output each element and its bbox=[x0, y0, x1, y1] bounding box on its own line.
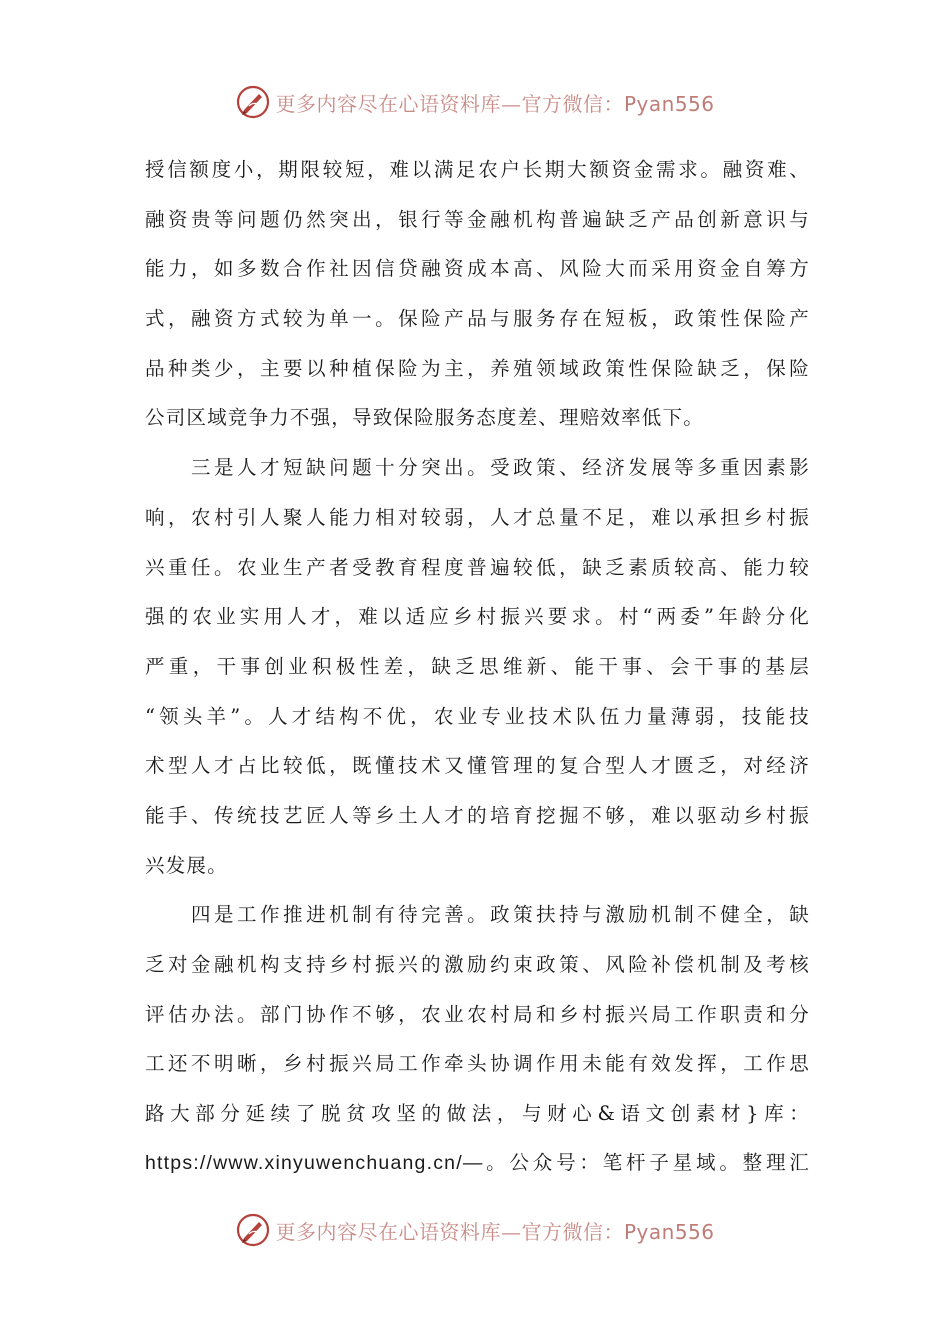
footer-wechat-id: Pyan556 bbox=[623, 1219, 715, 1244]
footer-banner-text: 更多内容尽在心语资料库—官方微信：Pyan556 bbox=[275, 1219, 715, 1244]
text-line: 能力，如多数合作社因信贷融资成本高、风险大而采用资金自筹方 bbox=[145, 257, 810, 281]
text-line: 严重，干事创业积极性差，缺乏思维新、能干事、会干事的基层 bbox=[145, 654, 810, 678]
text-line: 公司区域竞争力不强，导致保险服务态度差、理赔效率低下。 bbox=[145, 406, 704, 430]
document-body bbox=[145, 145, 810, 1188]
text-line: 工还不明晰，乡村振兴局工作牵头协调作用未能有效发挥，工作思 bbox=[145, 1052, 810, 1076]
pen-logo-icon bbox=[235, 84, 271, 120]
text-line: 式，融资方式较为单一。保险产品与服务存在短板，政策性保险产 bbox=[145, 307, 810, 331]
text-line: https://www.xinyuwenchuang.cn/—。公众号：笔杆子星域。整理汇 bbox=[145, 1151, 810, 1174]
text-line: 兴重任。农业生产者受教育程度普遍较低，缺乏素质较高、能力较 bbox=[145, 555, 810, 579]
text-line: 强的农业实用人才，难以适应乡村振兴要求。村“两委”年龄分化 bbox=[145, 605, 810, 629]
text-line: 四是工作推进机制有待完善。政策扶持与激励机制不健全，缺 bbox=[145, 903, 810, 927]
text-line: 术型人才占比较低，既懂技术又懂管理的复合型人才匮乏，对经济 bbox=[145, 754, 810, 778]
text-line: “领头羊”。人才结构不优，农业专业技术队伍力量薄弱，技能技 bbox=[145, 704, 810, 728]
text-line: 路大部分延续了脱贫攻坚的做法，与财心&语文创素材}库： bbox=[145, 1102, 810, 1126]
footer-banner bbox=[0, 1208, 950, 1252]
header-banner-text: 更多内容尽在心语资料库—官方微信：Pyan556 bbox=[275, 91, 715, 116]
pen-logo-icon bbox=[235, 1212, 271, 1248]
text-line: 品种类少，主要以种植保险为主，养殖领域政策性保险缺乏，保险 bbox=[145, 356, 810, 380]
text-line: 响，农村引人聚人能力相对较弱，人才总量不足，难以承担乡村振 bbox=[145, 505, 810, 529]
text-line: 能手、传统技艺匠人等乡土人才的培育挖掘不够，难以驱动乡村振 bbox=[145, 803, 810, 827]
text-line: 三是人才短缺问题十分突出。受政策、经济发展等多重因素影 bbox=[145, 456, 810, 480]
header-wechat-id: Pyan556 bbox=[623, 91, 715, 116]
text-line: 兴发展。 bbox=[145, 853, 228, 877]
text-line: 乏对金融机构支持乡村振兴的激励约束政策、风险补偿机制及考核 bbox=[145, 953, 810, 976]
text-line: 授信额度小，期限较短，难以满足农户长期大额资金需求。融资难、 bbox=[145, 158, 810, 181]
text-line: 融资贵等问题仍然突出，银行等金融机构普遍缺乏产品创新意识与 bbox=[145, 207, 810, 231]
header-banner bbox=[0, 80, 950, 124]
text-line: 评估办法。部门协作不够，农业农村局和乡村振兴局工作职责和分 bbox=[145, 1002, 810, 1026]
